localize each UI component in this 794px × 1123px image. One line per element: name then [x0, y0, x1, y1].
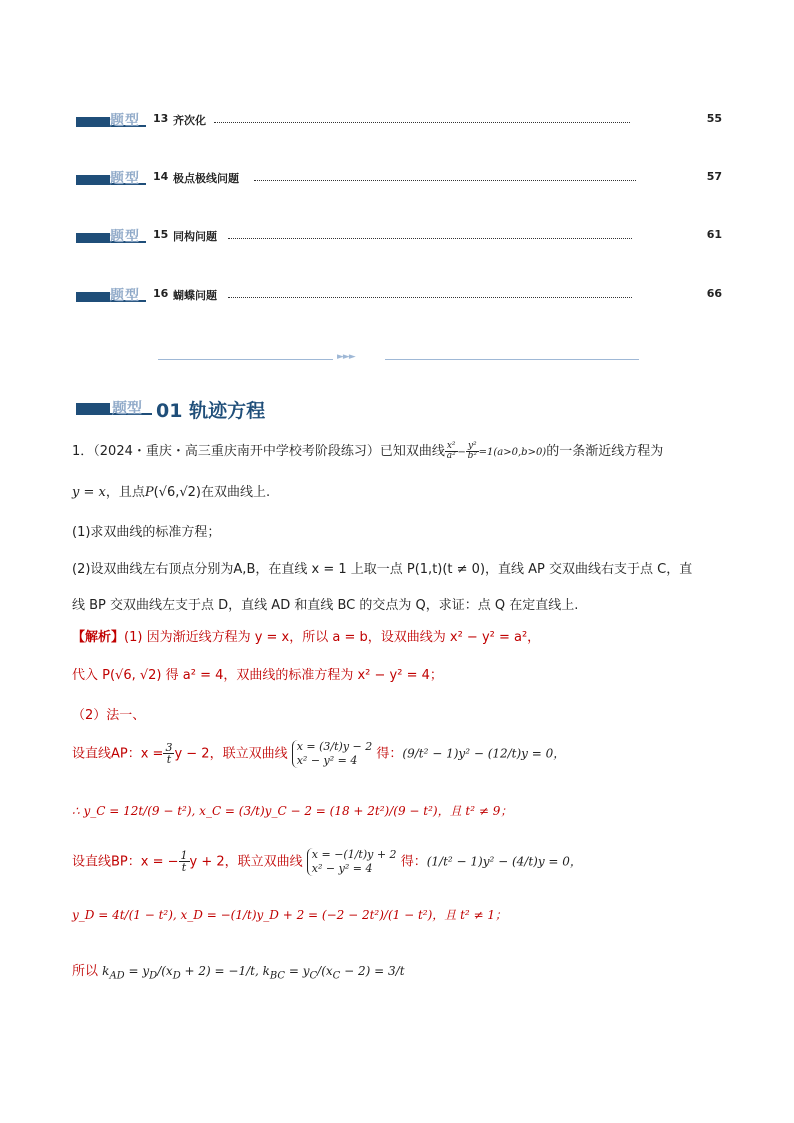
toc-page: 55: [706, 112, 722, 125]
divider-line-right: [385, 359, 639, 360]
solution-line-2: 代入 P(√6, √2) 得 a² = 4，双曲线的标准方程为 x² − y² = 4；: [72, 668, 443, 683]
problem-line-1: 1．（2024・重庆・高三重庆南开中学校考阶段练习）已知双曲线 $\frac{\text{x²}}{\text{a²}}$ − $\frac{\text{y²}}{\text{b²}}$ =1(a>0,b>0)的一条渐近线方程为: [72, 440, 664, 461]
toc-badge: 题型: [76, 171, 146, 185]
solution-tag: 【解析】: [72, 630, 125, 645]
question-1: (1)求双曲线的标准方程；: [72, 525, 221, 540]
solution-line-ap: 设直线AP：x = $\frac{3}{t}$ y − 2，联立双曲线 x = (3/t)y − 2 x² − y² = 4 得：(9/t² − 1)y² − (12/t)y = 0，: [72, 740, 566, 767]
toc-number: 16: [153, 287, 169, 300]
solution-line-d: y_D = 4t/(1 − t²), x_D = −(1/t)y_D + 2 = (−2 − 2t²)/(1 − t²)，且 t² ≠ 1；: [72, 908, 508, 922]
toc-page: 66: [706, 287, 722, 300]
toc-leader: [254, 180, 636, 181]
section-title: 01 轨迹方程: [156, 400, 266, 422]
divider-arrows-icon: ►►►: [337, 352, 355, 362]
solution-line-bp: 设直线BP：x = − $\frac{1}{t}$ y + 2，联立双曲线 x = −(1/t)y + 2 x² − y² = 4 得：(1/t² − 1)y² − (4/t)y = 0，: [72, 848, 582, 875]
toc-row[interactable]: [76, 226, 724, 246]
section-badge: 题型: [76, 397, 156, 417]
toc-title: 极点极线问题: [173, 172, 239, 185]
toc-leader: [228, 297, 632, 298]
toc-row[interactable]: [76, 285, 724, 305]
toc-page: 57: [706, 170, 722, 183]
toc-badge: 题型: [76, 229, 146, 243]
toc-number: 13: [153, 112, 169, 125]
toc-page: 61: [706, 228, 722, 241]
solution-line-c: ∴ y_C = 12t/(9 − t²), x_C = (3/t)y_C − 2 = (18 + 2t²)/(9 − t²)，且 t² ≠ 9；: [72, 804, 513, 818]
question-2-line-2: 线 BP 交双曲线左支于点 D，直线 AD 和直线 BC 的交点为 Q，求证：点 Q 在定直线上.: [72, 598, 579, 613]
toc-number: 15: [153, 228, 169, 241]
divider-line-left: [158, 359, 333, 360]
toc-title: 同构问题: [173, 230, 217, 243]
toc-title: 齐次化: [173, 114, 206, 127]
solution-method: （2）法一、: [72, 708, 146, 723]
toc-title: 蝴蝶问题: [173, 289, 217, 302]
solution-line-slopes: 所以 $k_{AD} = y_D/(x_D + 2) = -1/t$, $k_{BC} = y_C/(x_C - 2) = 3/t$: [72, 964, 405, 982]
toc-row[interactable]: [76, 168, 724, 188]
toc-leader: [214, 122, 630, 123]
question-2-line-1: (2)设双曲线左右顶点分别为A,B，在直线 x = 1 上取一点 P(1,t)(t ≠ 0)，直线 AP 交双曲线右支于点 C，直: [72, 562, 693, 577]
toc-badge: 题型: [76, 288, 146, 302]
toc-leader: [228, 238, 632, 239]
toc-badge: 题型: [76, 113, 146, 127]
problem-line-2: y = x，且点P(√6,√2)在双曲线上.: [72, 485, 271, 500]
toc-number: 14: [153, 170, 169, 183]
solution-line-1: 【解析】(1) 因为渐近线方程为 y = x，所以 a = b，设双曲线为 x² − y² = a²，: [72, 630, 541, 645]
toc-row[interactable]: [76, 110, 724, 130]
